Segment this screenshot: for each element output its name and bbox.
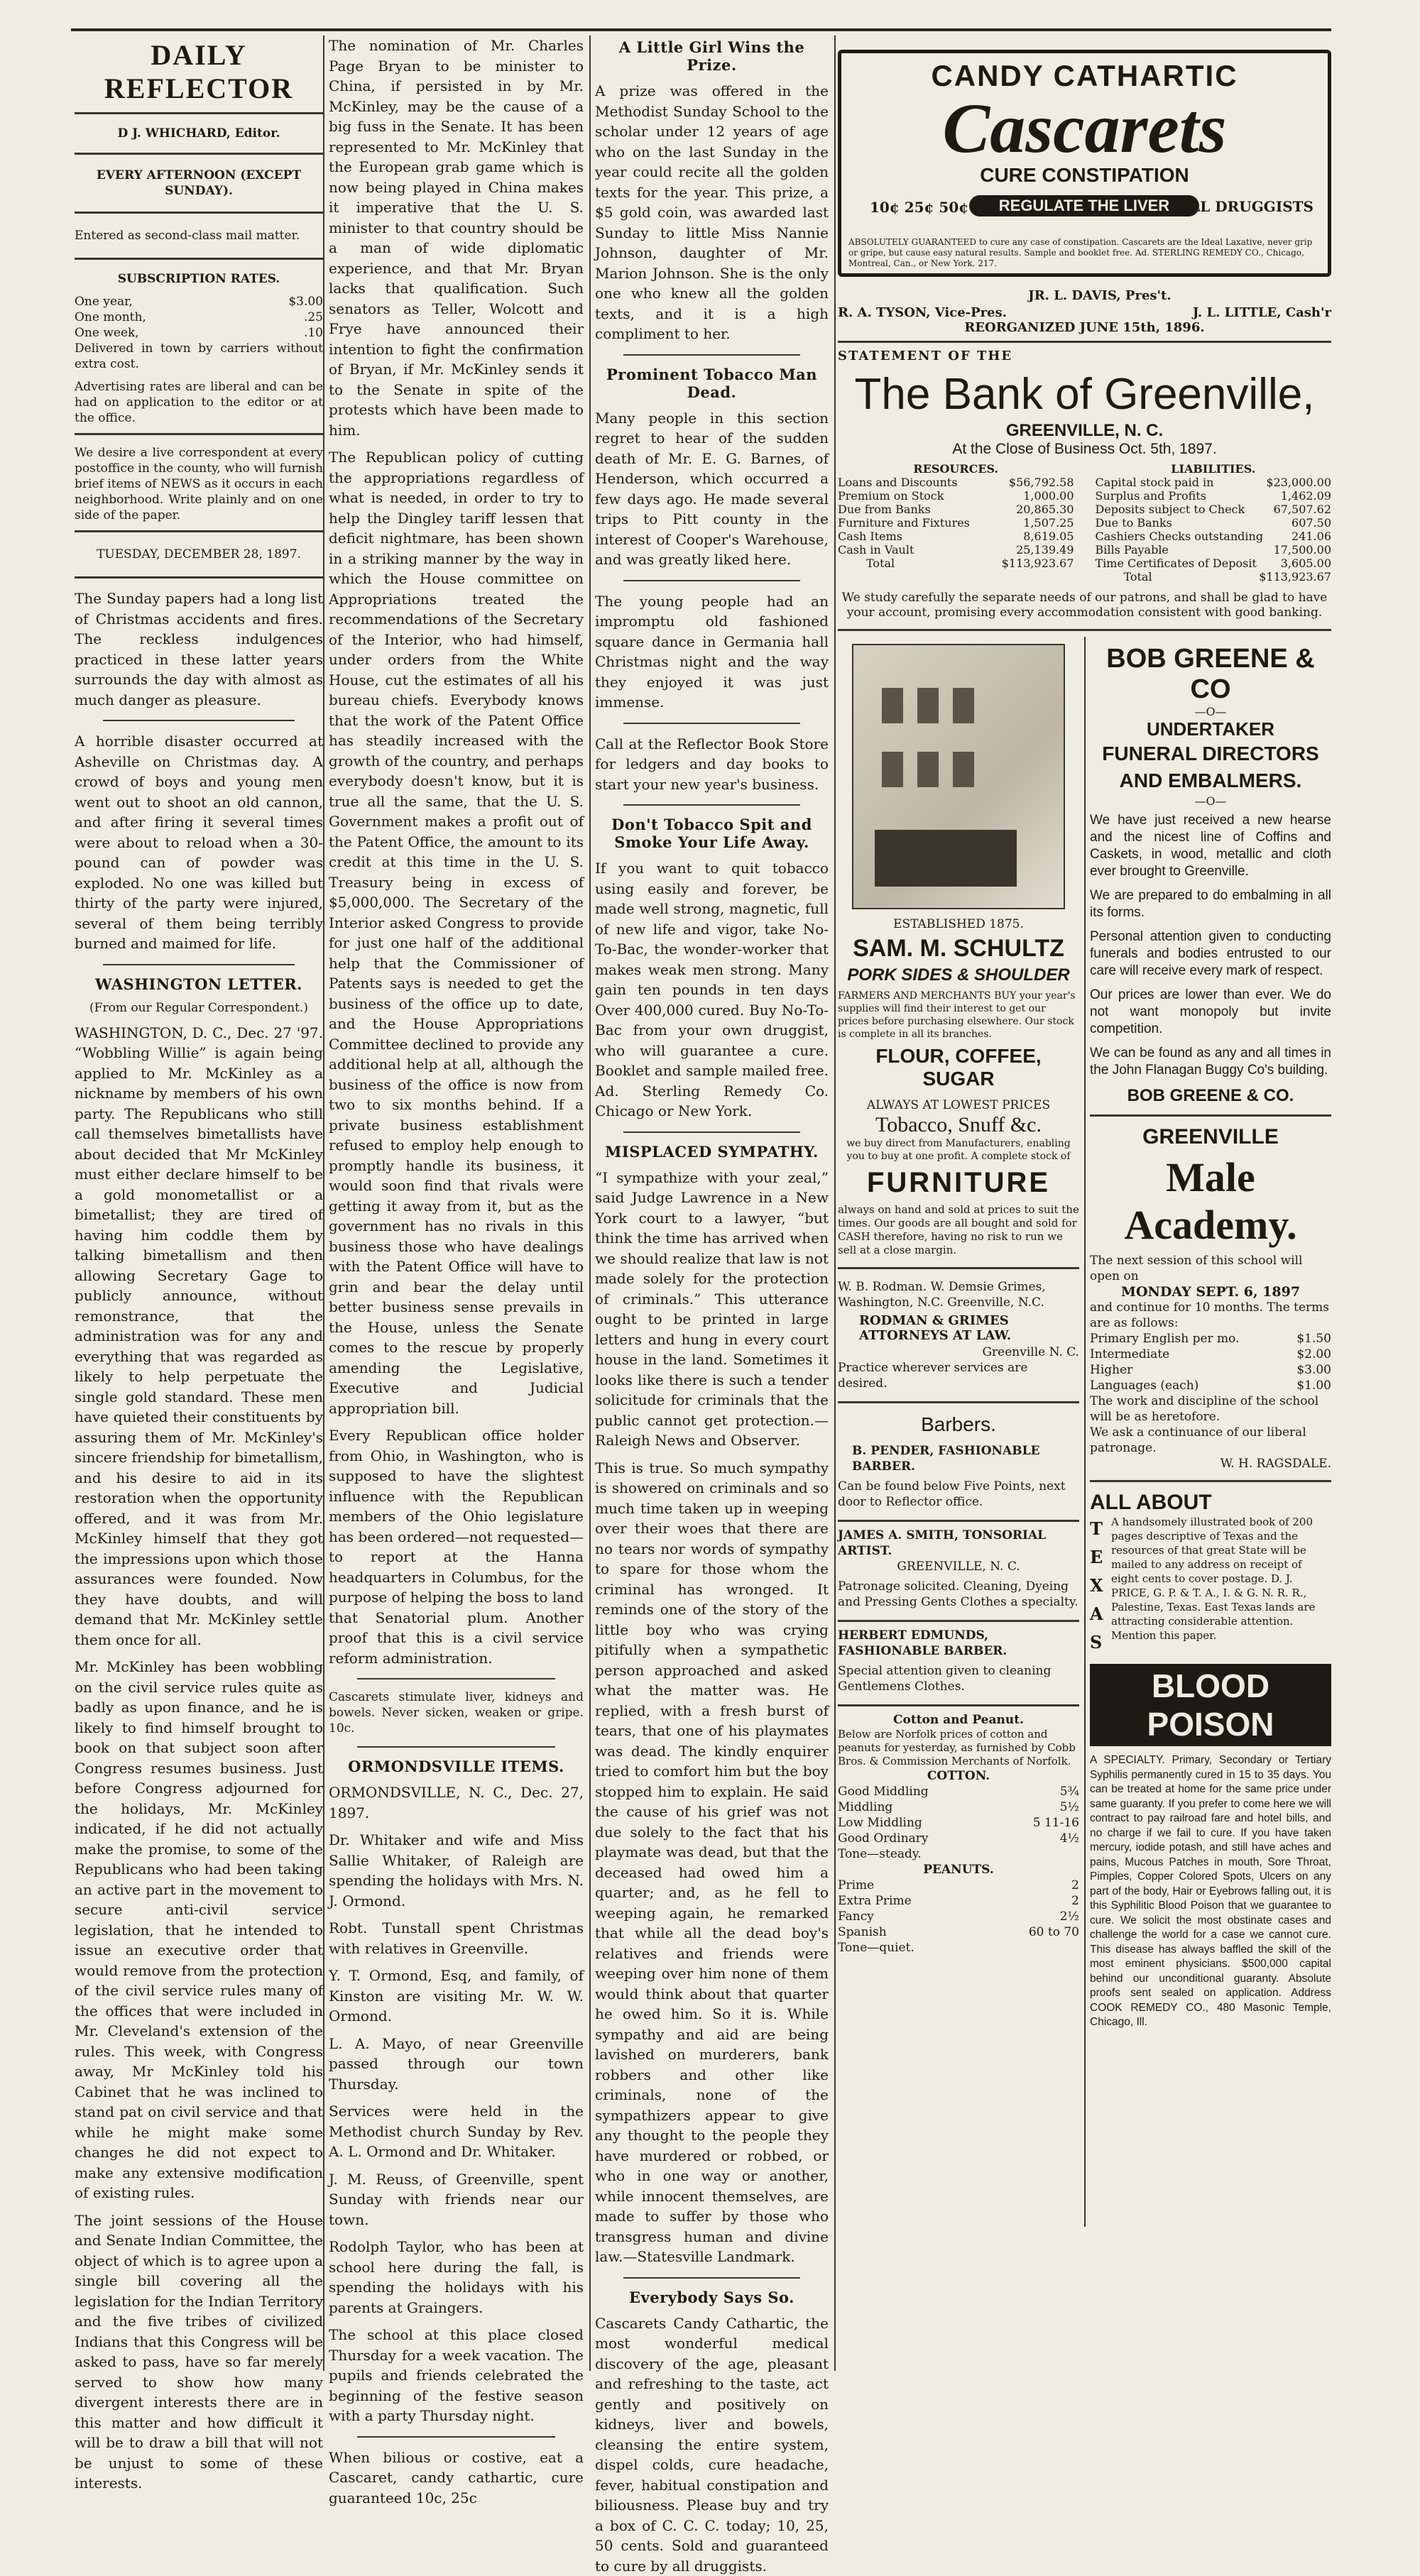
schultz-name: SAM. M. SCHULTZ [838,935,1079,963]
divider [838,1704,1079,1706]
academy-head: GREENVILLE [1090,1125,1331,1149]
liability-row: Cashiers Checks outstanding 241.06 [1096,530,1332,543]
peanut-heading: PEANUTS. [838,1862,1079,1878]
right-ads [1090,637,1331,2030]
greene-text: We have just received a new hearse and the nicest line of Coffins and Caskets, in wood, metallic and cloth ever brought to Greenville. [1090,812,1331,880]
cascarets-price: 10¢ 25¢ 50¢ [870,199,968,216]
liabilities-heading: LIABILITIES. [1096,462,1332,476]
rate-row: One month, .25 [75,309,323,325]
greene-sign: BOB GREENE & CO. [1090,1086,1331,1106]
ad-column-rule [1084,637,1086,2227]
barbers-heading: Barbers. [838,1413,1079,1436]
schultz-text: ALWAYS AT LOWEST PRICES [838,1097,1079,1113]
cascarets-all: ALL DRUGGISTS [1179,199,1314,214]
bank-name: The Bank of Greenville, [838,369,1331,420]
divider [623,723,800,724]
market-intro: Below are Norfolk prices of cotton and peanuts for yesterday, as furnished by Cobb Bros. & Commission Merchants of Norfolk. [838,1728,1079,1768]
lawyer-names: W. B. Rodman. W. Demsie Grimes, Washington, N.C. Greenville, N.C. [838,1279,1079,1310]
term-row: Primary English per mo. $1.50 [1090,1331,1331,1347]
texas-letters: TEXAS [1090,1515,1104,1657]
resource-row: Premium on Stock 1,000.00 [838,489,1074,503]
article-heading: ORMONDSVILLE ITEMS. [329,1758,584,1775]
correspondent-note: We desire a live correspondent at every postoffice in the county, who will furnish brief items of NEWS as it occurs in each neighborhood. Write plainly and on one side of the paper. [75,445,323,523]
editor-line: D J. WHICHARD, Editor. [75,126,323,141]
schultz-line: PORK SIDES & SHOULDER [838,965,1079,985]
issue-date: TUESDAY, DECEMBER 28, 1897. [75,547,323,562]
barber-text: Special attention given to cleaning Gentlemens Clothes. [838,1663,1079,1694]
lawyer-practice: Practice wherever services are desired. [838,1360,1079,1391]
barber-name: HERBERT EDMUNDS, FASHIONABLE BARBER. [838,1628,1079,1659]
column-2 [323,35,589,2364]
rate-row: One year, $3.00 [75,294,323,309]
greene-name: BOB GREENE & CO [1090,644,1331,705]
byline: (From our Regular Correspondent.) [75,1000,323,1016]
peanut-table [838,1878,1079,1956]
barber-place: GREENVILLE, N. C. [838,1559,1079,1574]
term-row: Higher $3.00 [1090,1362,1331,1378]
cascarets-cure: CURE CONSTIPATION [841,164,1328,187]
bank-officer: JR. L. DAVIS, Pres't. [1028,288,1171,320]
article-paragraph: Services were held in the Methodist church Sunday by Rev. A. L. Ormond and Dr. Whitaker. [329,2101,584,2162]
liability-row: Capital stock paid in $23,000.00 [1096,476,1332,489]
resources-heading: RESOURCES. [838,462,1074,476]
article-heading: A Little Girl Wins the Prize. [595,38,829,74]
price-row: Spanish 60 to 70 [838,1924,1079,1940]
article-paragraph: Robt. Tunstall spent Christmas with relatives in Greenville. [329,1918,584,1958]
price-row: Tone—steady. [838,1846,1079,1862]
price-row: Extra Prime 2 [838,1893,1079,1909]
cascarets-brand: Cascarets [841,93,1328,164]
greene-undertaker: UNDERTAKER [1090,718,1331,740]
resource-total: Total $113,923.67 [838,557,1074,570]
advertising-note: Advertising rates are liberal and can be had on application to the editor or at the office. [75,379,323,426]
top-rule [71,28,1331,31]
divider [838,1401,1079,1403]
schultz-line: FURNITURE [838,1167,1079,1199]
liability-row: Deposits subject to Check 67,507.62 [1096,503,1332,516]
rates-table [75,294,323,341]
divider [838,1620,1079,1622]
store-illustration [852,644,1065,909]
schultz-text: FARMERS AND MERCHANTS BUY your year's supplies will find their interest to get our prices before purchasing elsewhere. Our stock is complete in all its branches. [838,990,1079,1041]
cotton-table [838,1784,1079,1862]
article-paragraph: The joint sessions of the House and Senate Indian Committee, the object of which is to agree upon a single bill covering all the legislation for the Indian Territory and the five tribes of civilized Indians that this Congress will be asked to pass, have so far merely served to show how many divergent interests there are in this matter and how difficult it will be to draw a bill that will not be unjust to some of these interests. [75,2210,323,2494]
liability-row: Due to Banks 607.50 [1096,516,1332,530]
liability-total: Total $113,923.67 [1096,570,1332,583]
price-row: Prime 2 [838,1878,1079,1893]
price-row: Tone—quiet. [838,1940,1079,1956]
article-paragraph: WASHINGTON, D. C., Dec. 27 '97. “Wobbling Willie” is again being applied to Mr. McKinley as a nickname by members of his own party. The Republicans who still call themselves bimetallists have about decided that Mr McKinley must either declare himself to be a gold monometallist or a bimetallist; they are tired of having him coddle them by talking bimetallism and then allowing Secretary Gage to publicly announce, without remonstrance, that the administration was for any and everything that was regarded as likely to help perpetuate the single gold standard. These men have quieted their constituents by assuring them of Mr. McKinley's sincere friendship for bimetallism, and his desire to aid in its restoration when the opportunity offered, and it was from Mr. McKinley himself that they got the impressions upon which those assurances were founded. Now they have doubts, and will demand that Mr. McKinley settle them once for all. [75,1023,323,1650]
price-row: Low Middling 5 11-16 [838,1815,1079,1831]
blood-poison-heading: BLOOD POISON [1090,1664,1331,1746]
bank-ad [838,288,1331,631]
greene-text: Personal attention given to conducting funerals and bodies entrusted to our care will receive every mark of respect. [1090,928,1331,980]
article-paragraph: A prize was offered in the Methodist Sunday School to the scholar under 12 years of age who on the last Sunday in the year could recite all the golden texts for the year. This prize, a $5 gold coin, was awarded last Sunday to little Miss Nannie Johnson, daughter of Mr. Marion Johnson. She is the only one who knew all the golden texts, and it is a high compliment to her. [595,81,829,344]
cascarets-top: CANDY CATHARTIC [841,59,1328,93]
resource-row: Loans and Discounts $56,792.58 [838,476,1074,489]
article-paragraph: The young people had an impromptu old fashioned square dance in Germania hall Christmas night and the way they enjoyed it was just immense. [595,591,829,713]
divider [623,580,800,581]
barber-text: Can be found below Five Points, next door to Reflector office. [838,1479,1079,1510]
divider [357,1746,555,1748]
divider [75,433,323,435]
article-heading: WASHINGTON LETTER. [75,975,323,993]
article-heading: Prominent Tobacco Man Dead. [595,366,829,401]
market-heading: Cotton and Peanut. [838,1712,1079,1728]
article-paragraph: ORMONDSVILLE, N. C., Dec. 27, 1897. [329,1782,584,1823]
left-ads [838,637,1079,1956]
bank-note: We study carefully the separate needs of our patrons, and shall be glad to have your account, promising every accommodation consistent with good banking. [838,591,1331,620]
article-paragraph: The nomination of Mr. Charles Page Bryan to be minister to China, if persisted in by Mr. McKinley, may be the cause of a big fuss in the Senate. It has been represented to Mr. McKinley that the European grab game which is now being played in China makes it imperative that the U. S. minister to that country should be a man of wide diplomatic experience, and that Mr. Bryan lacks that qualification. Such senators as Teller, Wolcott and Frye have announced their intention to fight the confirmation of Bryan, if Mr. McKinley sends it to the Senate in spite of the protests which have been made to him. [329,35,584,440]
resource-row: Furniture and Fixtures 1,507.25 [838,516,1074,530]
divider [838,1267,1079,1269]
schultz-text: always on hand and sold at prices to suit the times. Our goods are all bought and sold for CASH therefore, having no risk to run we sell at a close margin. [838,1203,1079,1257]
academy-name: Male Academy. [1090,1153,1331,1249]
cotton-heading: COTTON. [838,1768,1079,1784]
divider [103,720,295,721]
divider [1090,1114,1331,1117]
ads-column [838,35,1331,2371]
resources-list [838,462,1074,583]
divider [623,1131,800,1133]
lawyer-place: Greenville N. C. [838,1344,1079,1360]
liability-row: Bills Payable 17,500.00 [1096,543,1332,557]
article-paragraph: Mr. McKinley has been wobbling on the civil service rules quite as badly as upon finance, and he is likely to find himself brought to book on that subject soon after Congress resumes business. Just before Congress adjourned for the holidays, Mr. McKinley indicated, if he did not actually make the promise, to some of the Republicans who had been taking an active part in the movement to secure anti-civil service legislation, that he intended to issue an executive order that would remove from the protection of the civil service rules many of the offices that were included in Mr. Cleveland's extension of the rules. This week, with Congress away, Mr McKinley told his Cabinet that he was inclined to stand pat on civil service and that while he might make some changes he did not expect to make any extensive modification of existing rules. [75,1657,323,2203]
texas-heading: ALL ABOUT [1090,1491,1331,1515]
article-paragraph: The Republican policy of cutting the appropriations regardless of what is needed, in order to try to help the Dingley tariff lessen that deficit nightmare, has been shown in a striking manner by the way in which the House committee on Appropriations treated the recommendations of the Secretary of the Interior, who had himself, under orders from the White House, cut the estimates of all his bureau chiefs. Everybody knows that the work of the Patent Office has steadily increased with the growth of the country, and perhaps everybody doesn't know, but it is true all the same, that the U. S. Government makes a profit out of the Patent Office, the amount to its credit at this time in the U. S. Treasury being in excess of $5,000,000. The Secretary of the Interior asked Congress to provide for just one half of the additional help that the Commissioner of Patents says is needed to get the business of the office up to date, and the House Appropriations Committee declined to provide any additional help at all, although the business of the office is now from two to six months behind. If a private business establishment refused to employ help enough to promptly handle its business, it would soon find that rivals were getting it away from it, but as the government has no rivals in this business those who have dealings with the Patent Office will have to grin and bear the delay until better business sense prevails in the House, unless the Senate comes to the rescue by properly amending the Legislative, Executive and Judicial appropriation bill. [329,447,584,1418]
divider [1090,1480,1331,1482]
article-paragraph: Dr. Whitaker and wife and Miss Sallie Whitaker, of Raleigh are spending the holidays with Mrs. N. J. Ormond. [329,1830,584,1911]
bank-statement-table [838,462,1331,583]
term-row: Intermediate $2.00 [1090,1347,1331,1362]
schultz-established: ESTABLISHED 1875. [838,916,1079,932]
academy-text: The next session of this school will open on [1090,1253,1331,1284]
schultz-text: we buy direct from Manufacturers, enabling you to buy at one profit. A complete stock of [838,1137,1079,1163]
divider [103,964,295,965]
article-paragraph: The Sunday papers had a long list of Christmas accidents and fires. The reckless indulgences practiced in these latter years surrounds the day with almost as much danger as pleasure. [75,588,323,710]
divider [75,258,323,260]
academy-text: The work and discipline of the school will be as heretofore. [1090,1393,1331,1425]
article-paragraph: The school at this place closed Thursday for a week vacation. The pupils and friends celebrated the beginning of the festive season with a party Thursday night. [329,2325,584,2426]
cascarets-notice: Cascarets stimulate liver, kidneys and bowels. Never sicken, weaken or gripe. 10c. [329,1689,584,1736]
masthead-rule [75,112,323,114]
article-paragraph: “I sympathize with your zeal,” said Judge Lawrence in a New York court to a lawyer, “but think the time has arrived when we should realize that law is not made solely for the protection of criminals.” This utterance ought to be printed in large letters and hung in every court house in the land. Sometimes it looks like there is such a tender solicitude for criminals that the public cannot get protection.—Raleigh News and Observer. [595,1168,829,1451]
price-row: Good Middling 5¾ [838,1784,1079,1799]
divider [838,629,1331,631]
column-rule [834,35,836,2371]
lawyer-firm: RODMAN & GRIMES ATTORNEYS AT LAW. [859,1313,1079,1343]
academy-date: MONDAY SEPT. 6, 1897 [1090,1284,1331,1300]
bank-officer: R. A. TYSON, Vice-Pres. [838,305,1007,320]
bank-close: At the Close of Business Oct. 5th, 1897. [838,441,1331,458]
bank-statement: STATEMENT OF THE [838,349,1331,363]
delivered-note: Delivered in town by carriers without extra cost. [75,341,323,372]
article-paragraph: L. A. Mayo, of near Greenville passed through our town Thursday. [329,2034,584,2095]
masthead-title: DAILY REFLECTOR [75,38,323,105]
liability-row: Surplus and Profits 1,462.09 [1096,489,1332,503]
greene-sep: —O— [1090,794,1331,808]
article-paragraph: A horrible disaster occurred at Asheville on Christmas day. A crowd of boys and young men went out to shoot an old cannon, and after firing it several times were about to reload when a 30-pound can of powder was exploded. No one was killed but thirty of the party were injured, several of them being terribly burned and maimed for life. [75,731,323,954]
divider [75,530,323,532]
liability-row: Time Certificates of Deposit 3,605.00 [1096,557,1332,570]
schultz-line: Tobacco, Snuff &c. [838,1113,1079,1137]
article-paragraph: This is true. So much sympathy is showered on criminals and so much time taken up in weeping over their woes that there are no tears nor words of sympathy to spare for those whom the criminal has wronged. It reminds one of the story of the little boy who was crying pitifully when a sympathetic person approached and asked what the matter was. He replied, with a fresh burst of tears, that one of his playmates was dead. The kindly enquirer tried to comfort him but the boy stopped him to explain. He said the cause of his grief was not due solely to the fact that his playmate was dead, but that the deceased had owed him a quarter; and, as he fell to weeping again, he remarked that while all the dead boy's relatives and friends were weeping over him none of them would think about that quarter he owed him. So it is. While sympathy and aid are being lavished on murderers, bank robbers and other like criminals, none of the sympathizers appear to give any thought to the people they have murdered or robbed, or who in one way or another, while innocent themselves, are made to suffer by those who transgress human and divine law.—Statesville Landmark. [595,1458,829,2267]
divider [75,153,323,155]
liabilities-list [1096,462,1332,583]
cascarets-band: REGULATE THE LIVER [969,195,1199,217]
bank-officer: J. L. LITTLE, Cash'r [1193,305,1331,320]
academy-text: We ask a continuance of our liberal patronage. [1090,1425,1331,1456]
article-paragraph: Cascarets Candy Cathartic, the most wonderful medical discovery of the age, pleasant and refreshing to the taste, act gently and positively on kidneys, liver and bowels, cleansing the entire system, dispel colds, cure headache, fever, habitual constipation and biliousness. Please buy and try a box of C. C. C. today; 10, 25, 50 cents. Sold and guaranteed to cure by all druggists. [595,2313,829,2576]
divider [357,1678,555,1679]
term-row: Languages (each) $1.00 [1090,1378,1331,1393]
cascarets-guarantee: ABSOLUTELY GUARANTEED to cure any case of constipation. Cascarets are the Ideal Laxative, never grip or gripe, but cause easy natural results. Sample and booklet free. Ad. STERLING REMEDY CO., Chicago, Montreal, Can., or New York. 217. [848,237,1321,269]
column-3 [589,35,834,2364]
divider [838,341,1331,343]
divider [623,354,800,356]
greene-sep: —O— [1090,705,1331,718]
greene-text: We can be found as any and all times in the John Flanagan Buggy Co's building. [1090,1045,1331,1079]
price-row: Fancy 2½ [838,1909,1079,1924]
greene-text: Our prices are lower than ever. We do not want monopoly but invite competition. [1090,987,1331,1038]
barber-name: JAMES A. SMITH, TONSORIAL ARTIST. [838,1528,1079,1559]
lower-ads [838,637,1331,2213]
price-row: Good Ordinary 4½ [838,1831,1079,1846]
article-paragraph: Y. T. Ormond, Esq, and family, of Kinston are visiting Mr. W. W. Ormond. [329,1966,584,2027]
schedule-line: EVERY AFTERNOON (EXCEPT SUNDAY). [75,168,323,199]
cascarets-notice: When bilious or costive, eat a Cascaret, candy cathartic, cure guaranteed 10c, 25c [329,2448,584,2509]
article-heading: Everybody Says So. [595,2289,829,2306]
price-row: Middling 5½ [838,1799,1079,1815]
bank-reorganized: REORGANIZED JUNE 15th, 1896. [838,320,1331,335]
divider [838,1520,1079,1522]
academy-text: and continue for 10 months. The terms are as follows: [1090,1300,1331,1331]
cascarets-ad [838,50,1331,277]
article-paragraph: J. M. Reuss, of Greenville, spent Sunday with friends near our town. [329,2169,584,2230]
barber-name: B. PENDER, FASHIONABLE BARBER. [838,1443,1079,1474]
greene-funeral: FUNERAL DIRECTORS AND EMBALMERS. [1090,740,1331,794]
divider [75,576,323,579]
schultz-line: FLOUR, COFFEE, SUGAR [838,1045,1079,1090]
article-paragraph: If you want to quit tobacco using easily and forever, be made well strong, magnetic, full of new life and vigor, take No-To-Bac, the wonder-worker that makes weak men strong. Many gain ten pounds in ten days Over 400,000 cured. Buy No-To-Bac from your own druggist, who will guarantee a cure. Booklet and sample mailed free. Ad. Sterling Remedy Co. Chicago or New York. [595,858,829,1122]
divider [357,2436,555,2438]
divider [623,2277,800,2279]
barber-text: Patronage solicited. Cleaning, Dyeing and Pressing Gents Clothes a specialty. [838,1579,1079,1610]
blood-poison-text: A SPECIALTY. Primary, Secondary or Tertiary Syphilis permanently cured in 15 to 35 days. You can be treated at home for the same price under same guaranty. If you prefer to come here we will contract to pay railroad fare and hotel bills, and no charge if we fail to cure. If you have taken mercury, iodide potash, and still have aches and pains, Mucous Patches in mouth, Sore Throat, Pimples, Copper Colored Spots, Ulcers on any part of the body, Hair or Eyebrows falling out, it is this Syphilitic Blood Poison that we guarantee to cure. We solicit the most obstinate cases and challenge the world for a case we cannot cure. This disease has always baffled the skill of the most eminent physicians. $500,000 capital behind our unconditional guaranty. Absolute proofs sent sealed on application. Address COOK REMEDY CO., 480 Masonic Temple, Chicago, Ill. [1090,1753,1331,2030]
entered-line: Entered as second-class mail matter. [75,228,323,243]
article-paragraph: Rodolph Taylor, who has been at school here during the fall, is spending the holidays with his parents at Graingers. [329,2237,584,2318]
resource-row: Due from Banks 20,865.30 [838,503,1074,516]
greene-text: We are prepared to do embalming in all its forms. [1090,887,1331,921]
divider [623,804,800,806]
article-heading: Don't Tobacco Spit and Smoke Your Life Away. [595,816,829,851]
column-1 [75,35,323,2364]
rates-heading: SUBSCRIPTION RATES. [75,271,323,287]
article-paragraph: Every Republican office holder from Ohio, in Washington, who is supposed to have the slightest influence with the Republican members of the Ohio legislature has been ordered—not requested—to report at the Hanna headquarters in Columbus, for the purpose of helping the boss to land that Senatorial plum. Another proof that this is a civil service reform administration. [329,1425,584,1668]
article-paragraph: Many people in this section regret to hear of the sudden death of Mr. E. G. Barnes, of Henderson, which occurred a few days ago. He made several trips to Pitt county in the interest of Cooper's Warehouse, and was greatly liked here. [595,408,829,570]
article-paragraph: Call at the Reflector Book Store for ledgers and day books to start your new year's business. [595,734,829,795]
texas-ad [1090,1515,1331,1657]
rate-row: One week, .10 [75,325,323,341]
resource-row: Cash Items 8,619.05 [838,530,1074,543]
texas-text: A handsomely illustrated book of 200 pages descriptive of Texas and the resources of that great State will be mailed to any address on receipt of eight cents to cover postage. D. J. PRICE, G. P. & T. A., I. & G. N. R. R., Palestine, Texas. East Texas lands are attracting considerable attention. Mention this paper. [1111,1515,1331,1657]
article-heading: MISPLACED SYMPATHY. [595,1143,829,1161]
divider [75,212,323,214]
resource-row: Cash in Vault 25,139.49 [838,543,1074,557]
academy-terms [1090,1331,1331,1393]
bank-city: GREENVILLE, N. C. [838,421,1331,441]
academy-sign: W. H. RAGSDALE. [1090,1456,1331,1471]
